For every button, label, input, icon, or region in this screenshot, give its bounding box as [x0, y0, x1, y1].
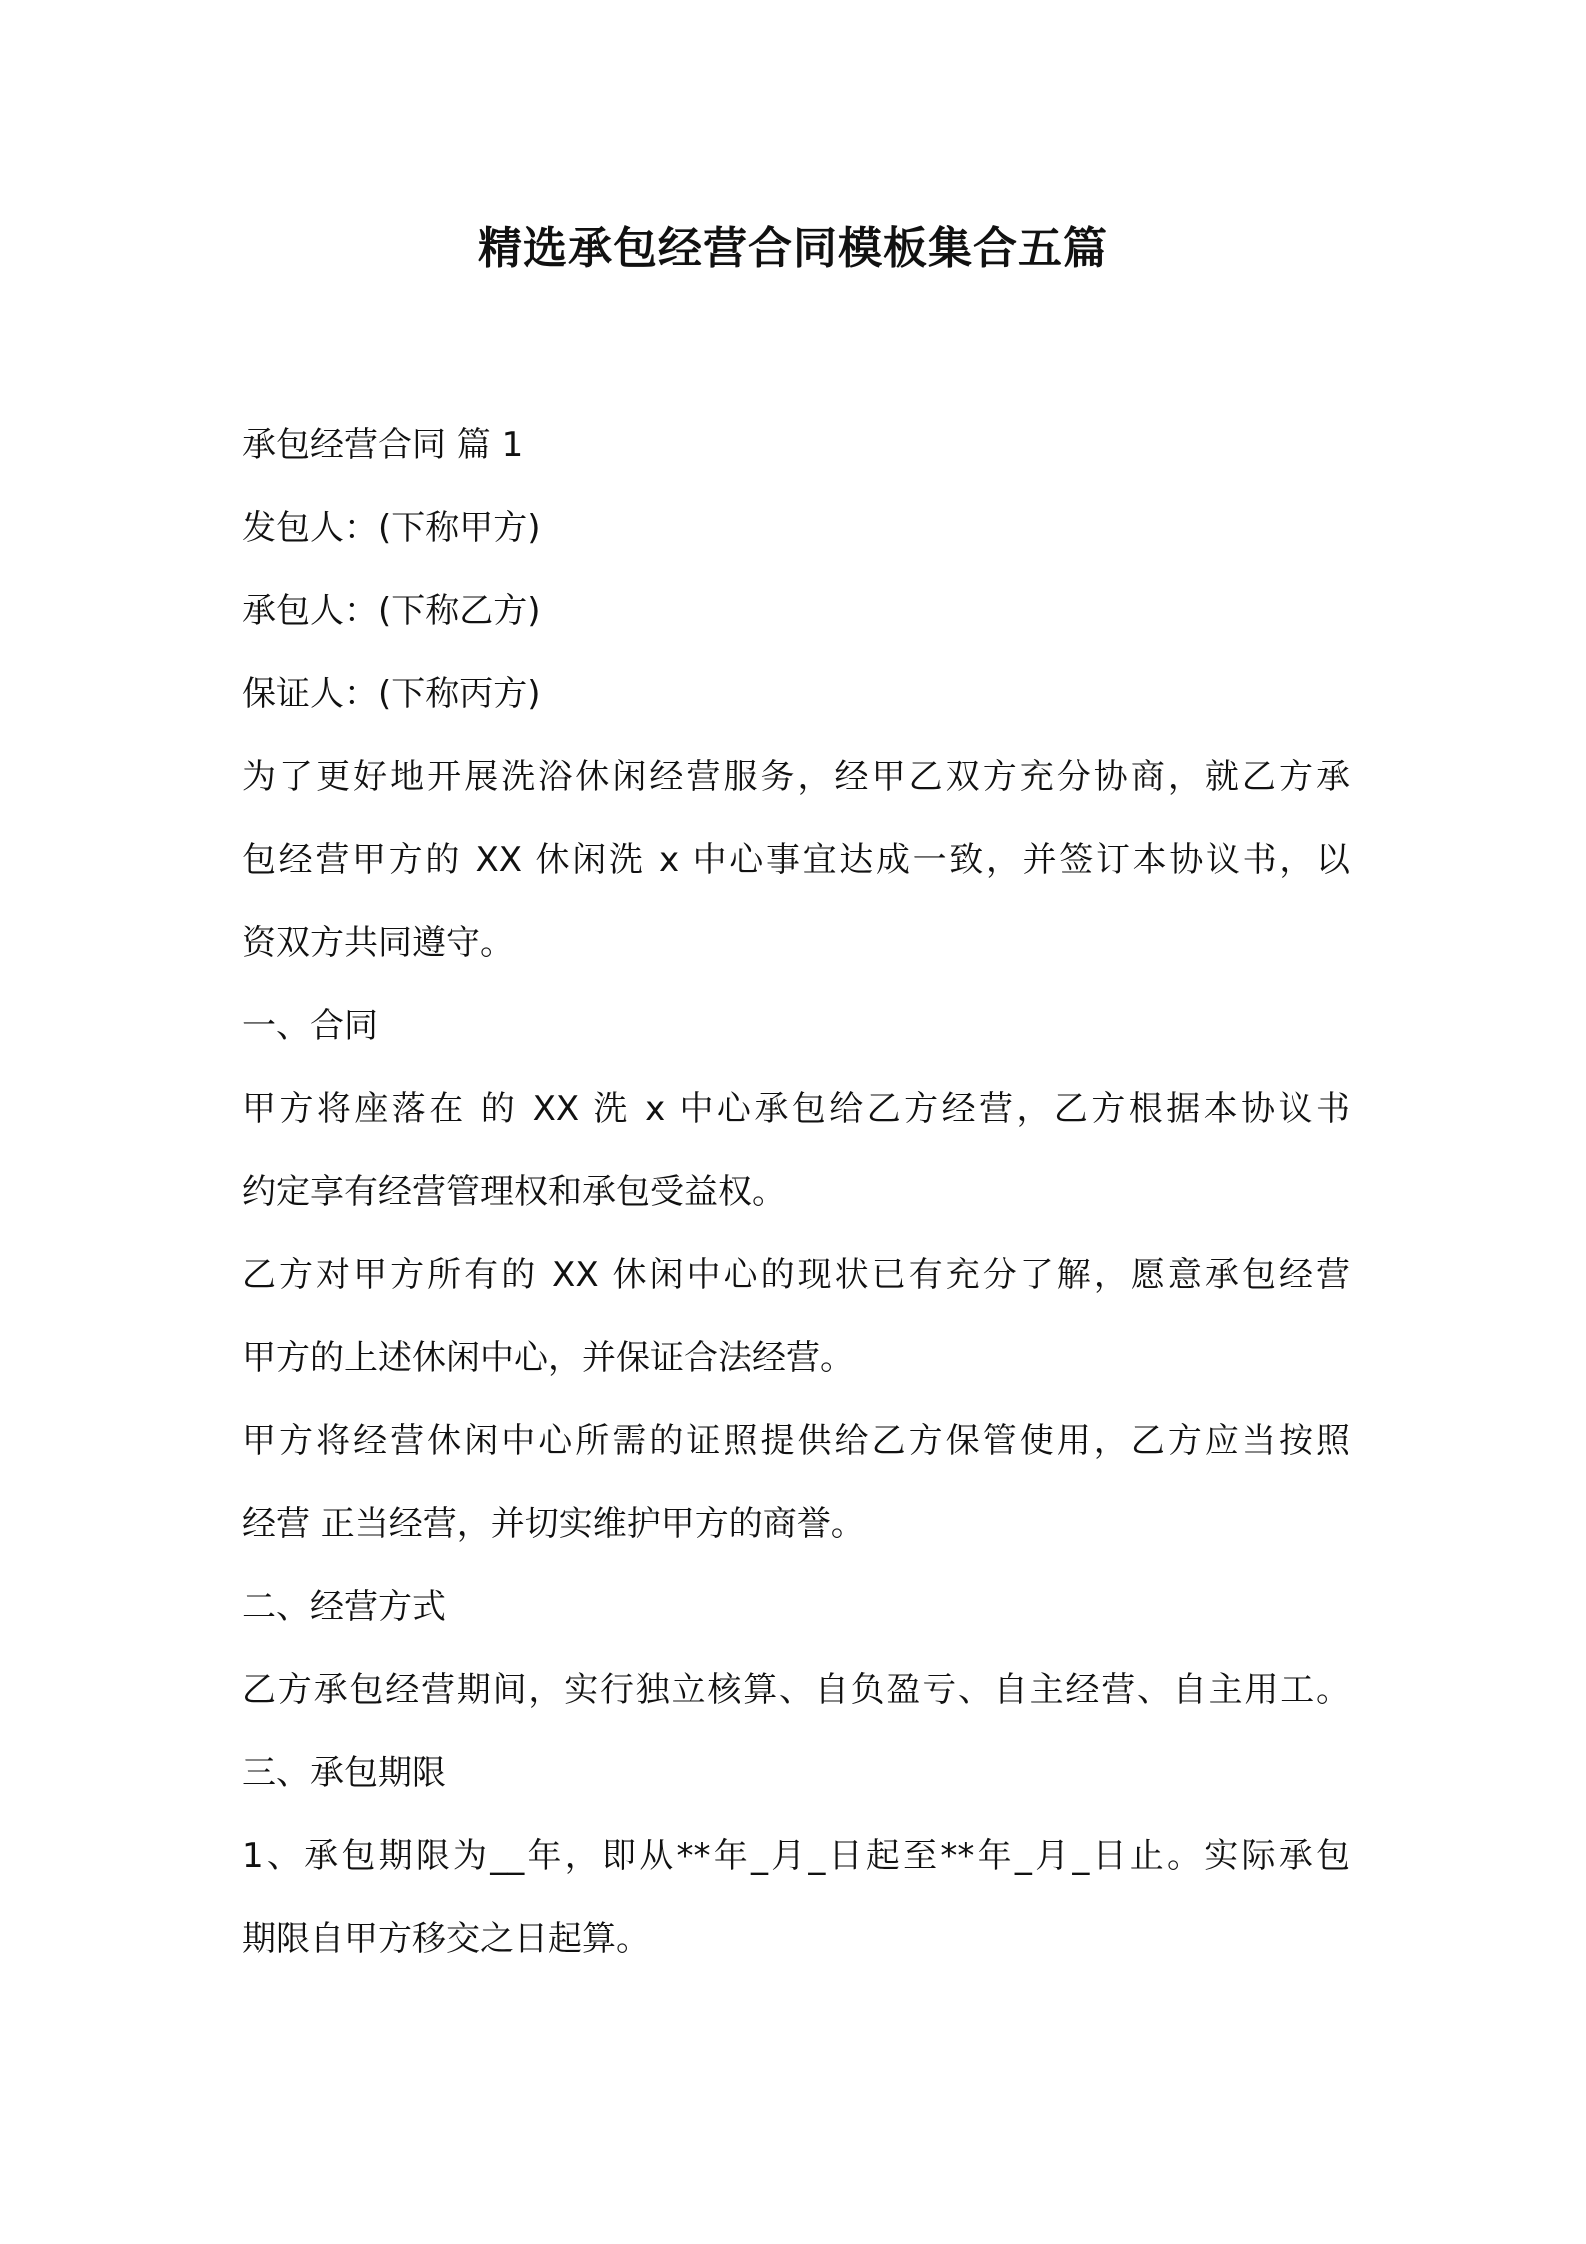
paragraph-line: 资双方共同遵守。 [242, 923, 514, 963]
paragraph-line: 1、承包期限为__年，即从**年_月_日起至**年_月_日止。实际承包 [242, 1836, 1350, 1876]
document-body [242, 404, 1350, 1981]
party-b-line: 承包人：(下称乙方) [242, 591, 541, 631]
clause-heading: 三、承包期限 [242, 1753, 446, 1793]
paragraph-line: 约定享有经营管理权和承包受益权。 [242, 1172, 786, 1212]
guarantor-line: 保证人：(下称丙方) [242, 674, 541, 714]
paragraph-line: 甲方将经营休闲中心所需的证照提供给乙方保管使用，乙方应当按照 [242, 1421, 1350, 1461]
paragraph-line: 甲方将座落在 的 XX 洗 x 中心承包给乙方经营，乙方根据本协议书 [242, 1089, 1350, 1129]
paragraph-line: 甲方的上述休闲中心，并保证合法经营。 [242, 1338, 854, 1378]
clause-heading: 一、合同 [242, 1006, 378, 1046]
paragraph-line: 期限自甲方移交之日起算。 [242, 1919, 650, 1959]
paragraph-line: 乙方承包经营期间，实行独立核算、自负盈亏、自主经营、自主用工。 [242, 1670, 1350, 1710]
party-a-line: 发包人：(下称甲方) [242, 508, 541, 548]
paragraph-line: 乙方对甲方所有的 XX 休闲中心的现状已有充分了解，愿意承包经营 [242, 1255, 1350, 1295]
clause-heading: 二、经营方式 [242, 1587, 446, 1627]
paragraph-line: 包经营甲方的 XX 休闲洗 x 中心事宜达成一致，并签订本协议书，以 [242, 840, 1350, 880]
paragraph-line: 为了更好地开展洗浴休闲经营服务，经甲乙双方充分协商，就乙方承 [242, 757, 1350, 797]
paragraph-line: 经营 正当经营，并切实维护甲方的商誉。 [242, 1504, 865, 1544]
section-heading: 承包经营合同 篇 1 [242, 425, 524, 465]
document-title: 精选承包经营合同模板集合五篇 [478, 223, 1108, 274]
